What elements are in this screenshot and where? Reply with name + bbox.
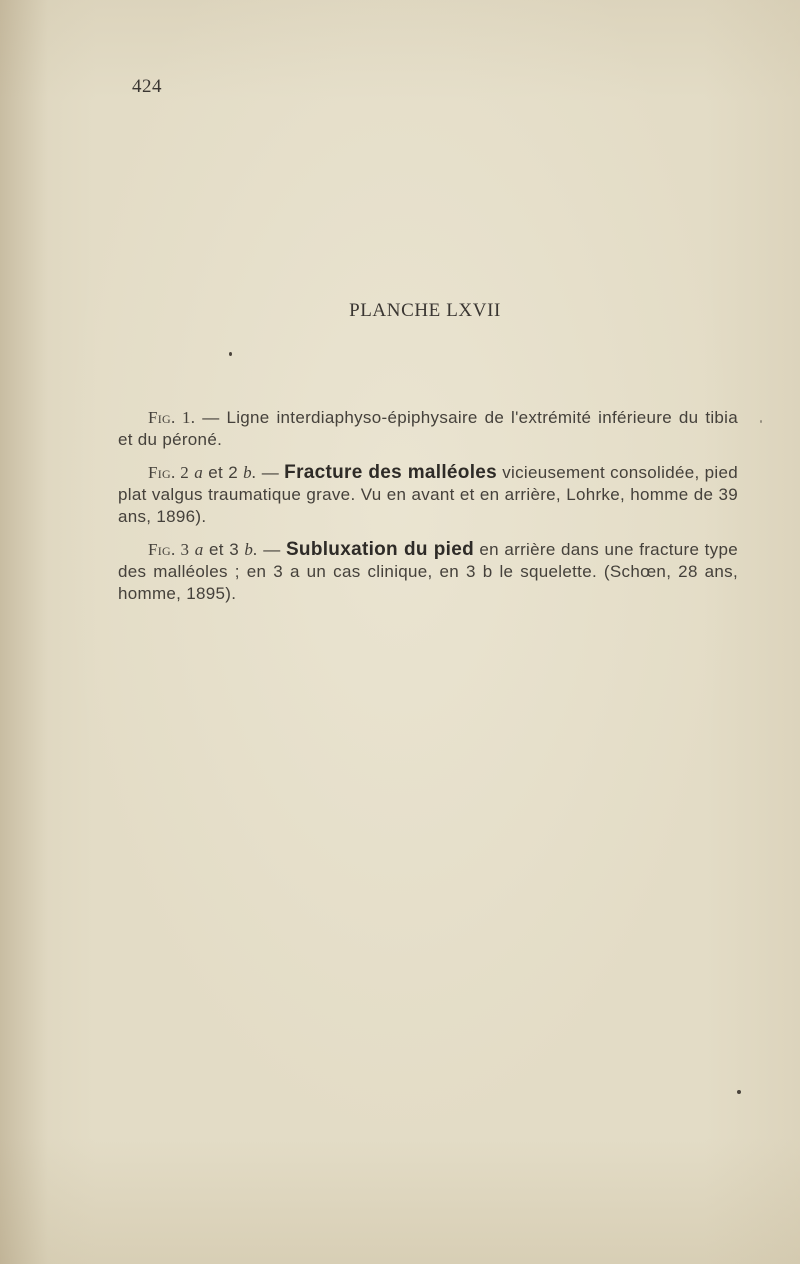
- caption-fig-2-dash: —: [256, 463, 285, 482]
- caption-fig-3-dash: —: [257, 540, 286, 559]
- plate-title: PLANCHE LXVII: [349, 300, 501, 321]
- caption-fig-3-bold: Subluxation du pied: [285, 539, 474, 560]
- figure-captions: [118, 407, 738, 605]
- caption-fig-2-bold: Fracture des malléoles: [284, 462, 498, 483]
- caption-fig-3-text: en arrière dans une fracture type des malléoles ; en 3 a un cas clinique, en 3 b le squelette. (Schœn, 28 ans, homme, 1895).: [118, 540, 738, 603]
- caption-fig-2: [118, 462, 738, 528]
- caption-fig-1-text: Ligne interdiaphyso-épiphysaire de l'extrémité inférieure du tibia et du péroné.: [118, 408, 739, 449]
- caption-fig-3-letter-a: a: [194, 540, 204, 559]
- paper-speck: [737, 1090, 741, 1094]
- page-number: 424: [132, 76, 162, 97]
- caption-fig-2-letter-a: a: [194, 463, 204, 482]
- caption-fig-1-label: Fig. 1.: [148, 408, 196, 427]
- caption-fig-3-letter-b: b.: [244, 540, 258, 559]
- caption-fig-3-label: Fig. 3: [148, 540, 190, 559]
- caption-fig-1-dash: —: [195, 408, 227, 427]
- caption-fig-1: [118, 407, 738, 451]
- caption-fig-2-label: Fig. 2: [148, 463, 190, 482]
- caption-fig-2-mid: et 2: [203, 463, 244, 482]
- caption-fig-3: [118, 539, 738, 605]
- paper-speck: [229, 352, 232, 356]
- caption-fig-2-text: vicieusement consolidée, pied plat valgus traumatique grave. Vu en avant et en arrière, Lohrke, homme de 39 ans, 1896).: [118, 463, 739, 526]
- caption-fig-2-letter-b: b.: [243, 463, 257, 482]
- paper-speck: [760, 420, 762, 423]
- caption-fig-3-mid: et 3: [203, 540, 245, 559]
